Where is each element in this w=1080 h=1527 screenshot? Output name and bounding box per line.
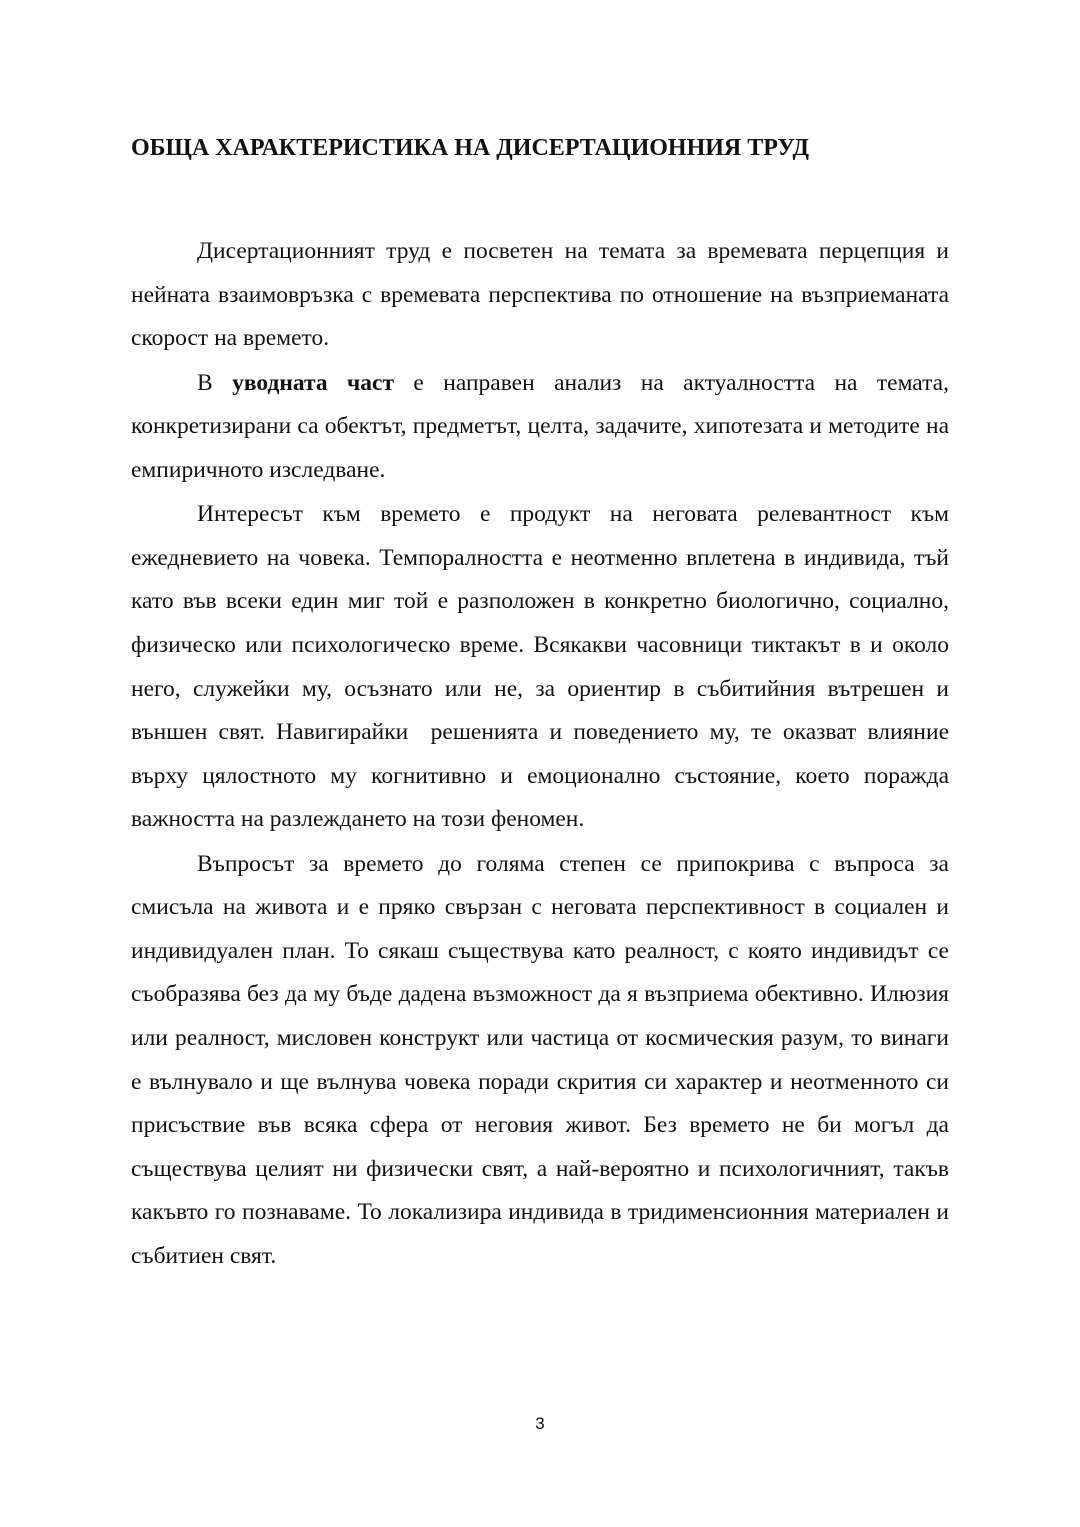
paragraph-prefix: В	[197, 369, 233, 396]
page-number: 3	[535, 1414, 545, 1433]
bold-term: уводната част	[232, 369, 394, 396]
paragraph-introduction-part	[131, 362, 949, 493]
text-column	[131, 128, 955, 1279]
paragraph-rest: е направен анализ на актуалността на темата, конкретизирани са обектът, предметът, целта, задачите, хипотезата и методите на емпиричното изследване.	[131, 369, 949, 483]
paragraph-intro: Дисертационният труд е посветен на темата за времевата перцепция и нейната взаимовръзка с времевата перспектива по отношение на възприеманата скорост на времето.	[131, 238, 949, 352]
paragraph-interest: Интересът към времето е продукт на неговата релевантност към ежедневието на човека. Темпоралността е неотменно вплетена в индивида, тъй като във всеки един миг той е разположен в конкретно биологично, социално, физическо или психологическо време. Всякакви часовници тиктакът в и около него, служейки му, осъзнато или не, за ориентир в събитийния вътрешен и външен свят. Навигирайки решенията и поведението му, те оказват влияние върху цялостното му когнитивно и емоционално състояние, което поражда важността на разлеждането на този феномен.	[131, 501, 955, 833]
paragraph-question: Въпросът за времето до голяма степен се припокрива с въпроса за смисъла на живота и е пряко свързан с неговата перспективност в социален и индивидуален план. То сякаш съществува като реалност, с която индивидът се съобразява без да му бъде дадена възможност да я възприема обективно. Илюзия или реалност, мисловен конструкт или частица от космическия разум, то винаги е вълнувало и ще вълнува човека поради скрития си характер и неотменното си присъствие във всяка сфера от неговия живот. Без времето не би могъл да съществува целият ни физически свят, а най-вероятно и психологичният, такъв какъвто го познаваме. То локализира индивида в тридименсионния материален и събитиен свят.	[131, 850, 949, 1270]
section-heading: ОБЩА ХАРАКТЕРИСТИКА НА ДИСЕРТАЦИОННИЯ ТРУД	[131, 135, 810, 161]
